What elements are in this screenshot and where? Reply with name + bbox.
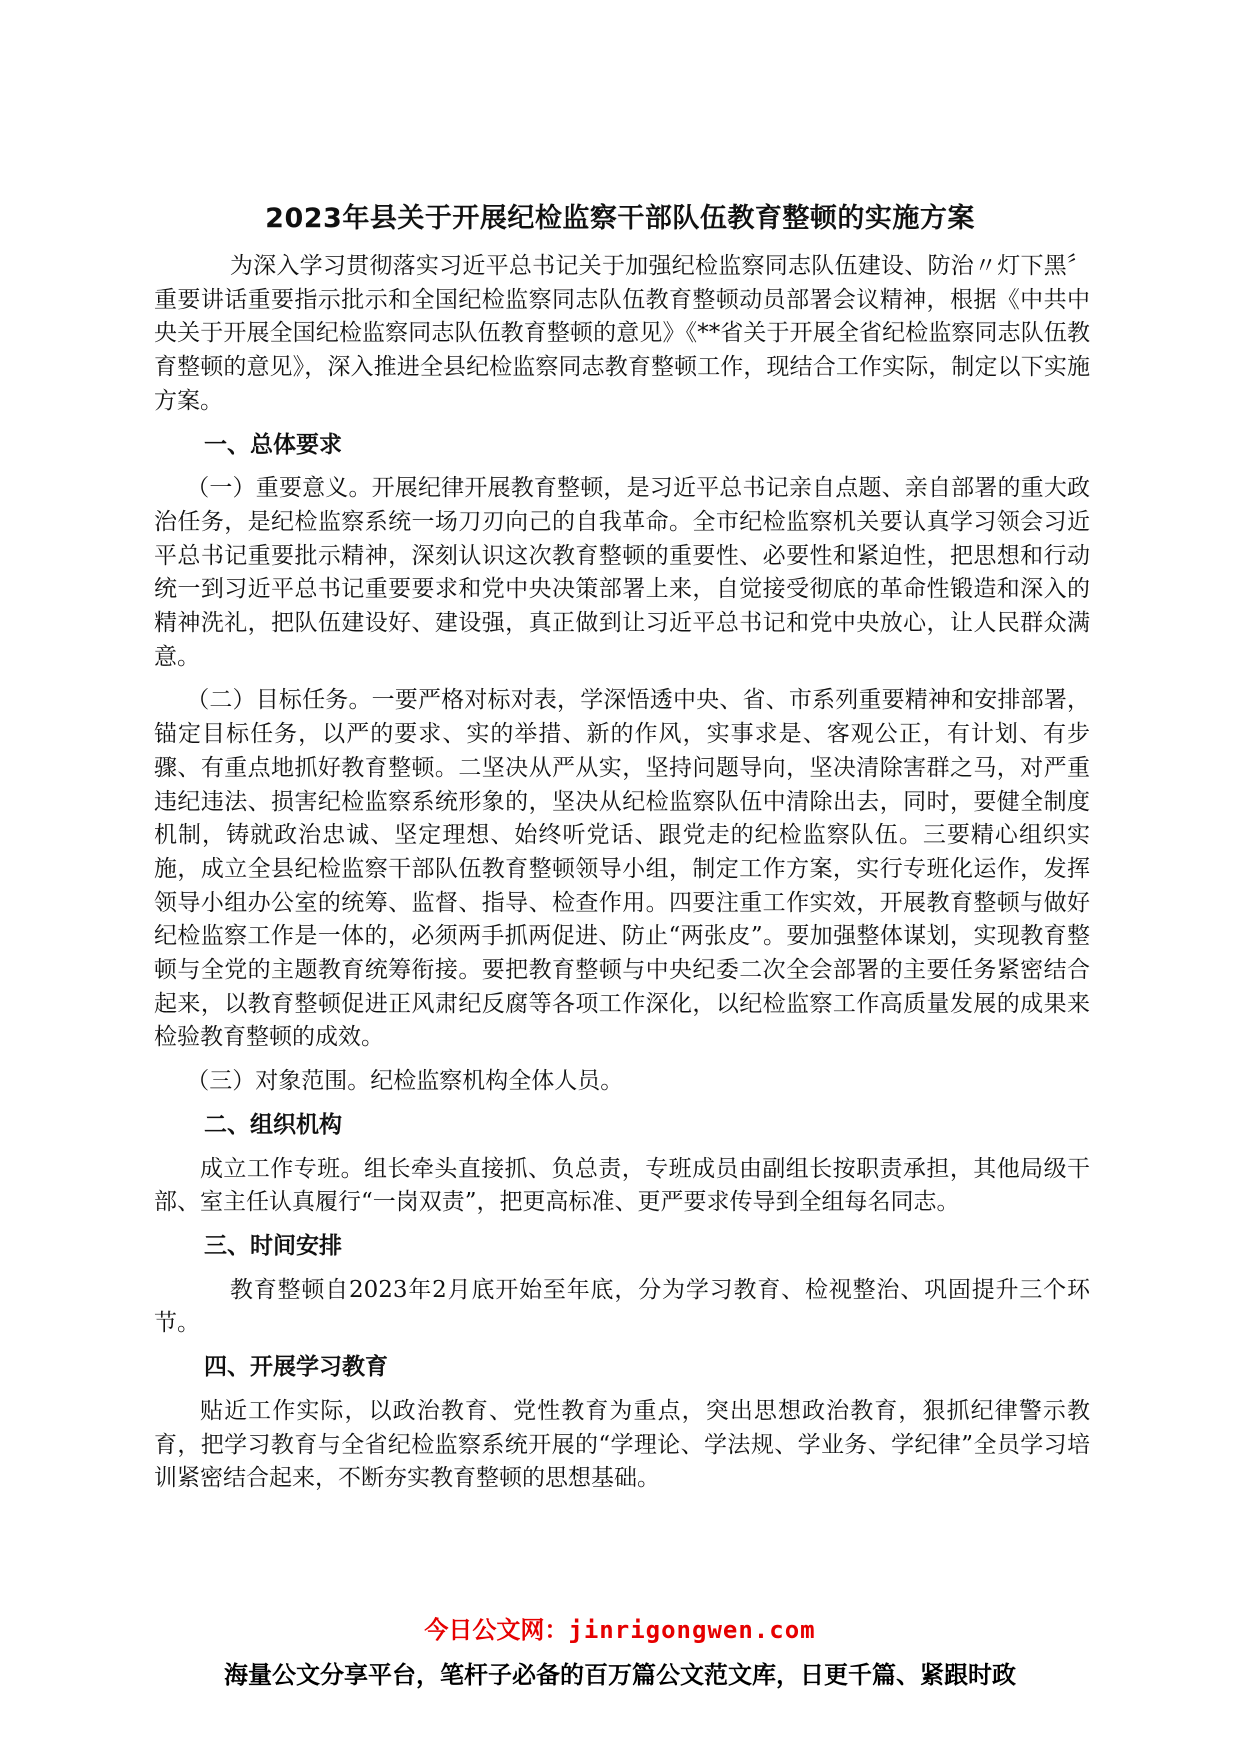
- section-heading-3: 三、时间安排: [204, 1232, 342, 1259]
- section1-paragraph-3: （三）对象范围。纪检监察机构全体人员。: [186, 1068, 624, 1095]
- section1-paragraph-2: （二）目标任务。一要严格对标对表，学深悟透中央、省、市系列重要精神和安排部署，锚定目标任务，以严的要求、实的举措、新的作风，实事求是、客观公正，有计划、有步骤、有重点地抓好教育整顿。二坚决从严从实，坚持问题导向，坚决清除害群之马，对严重违纪违法、损害纪检监察系统形象的，坚决从纪检监察队伍中清除出去，同时，要健全制度机制，铸就政治忠诚、坚定理想、始终听党话、跟党走的纪检监察队伍。三要精心组织实施，成立全县纪检监察干部队伍教育整顿领导小组，制定工作方案，实行专班化运作，发挥领导小组办公室的统筹、监督、指导、检查作用。四要注重工作实效，开展教育整顿与做好纪检监察工作是一体的，必须两手抓两促进、防止“两张皮”。要加强整体谋划，实现教育整顿与全党的主题教育统筹衔接。要把教育整顿与中央纪委二次全会部署的主要任务紧密结合起来，以教育整顿促进正风肃纪反腐等各项工作深化，以纪检监察工作高质量发展的成果来检验教育整顿的成效。: [154, 687, 1090, 1051]
- section-heading-2: 二、组织机构: [204, 1111, 342, 1138]
- footer-site-name: 今日公文网：: [424, 1616, 569, 1644]
- intro-paragraph: 为深入学习贯彻落实习近平总书记关于加强纪检监察同志队伍建设、防治〃灯下黑〞重要讲话重要指示批示和全国纪检监察同志队伍教育整顿动员部署会议精神，根据《中共中央关于开展全国纪检监察同志队伍教育整顿的意见》《**省关于开展全省纪检监察同志队伍教育整顿的意见》，深入推进全县纪检监察同志教育整顿工作，现结合工作实际，制定以下实施方案。: [154, 253, 1090, 414]
- footer-site-url[interactable]: jinrigongwen.com: [568, 1616, 816, 1644]
- section-heading-1: 一、总体要求: [204, 431, 342, 458]
- section3-paragraph-1: 教育整顿自2023年2月底开始至年底，分为学习教育、检视整治、巩固提升三个环节。: [154, 1276, 1090, 1337]
- section4-paragraph-1: 贴近工作实际，以政治教育、党性教育为重点，突出思想政治教育，狠抓纪律警示教育，把学习教育与全省纪检监察系统开展的“学理论、学法规、学业务、学纪律”全员学习培训紧密结合起来，不断夯实教育整顿的思想基础。: [154, 1397, 1090, 1492]
- section-heading-4: 四、开展学习教育: [204, 1354, 388, 1381]
- document-body: [154, 250, 1090, 1496]
- footer-slogan: 海量公文分享平台，笔杆子必备的百万篇公文范文库，日更千篇、紧跟时政: [224, 1661, 1016, 1689]
- section1-paragraph-1: （一）重要意义。开展纪律开展教育整顿，是习近平总书记亲自点题、亲自部署的重大政治任务，是纪检监察系统一场刀刃向己的自我革命。全市纪检监察机关要认真学习领会习近平总书记重要批示精神，深刻认识这次教育整顿的重要性、必要性和紧迫性，把思想和行动统一到习近平总书记重要要求和党中央决策部署上来，自觉接受彻底的革命性锻造和深入的精神洗礼，把队伍建设好、建设强，真正做到让习近平总书记和党中央放心，让人民群众满意。: [154, 475, 1090, 670]
- document-title: 2023年县关于开展纪检监察干部队伍教育整顿的实施方案: [265, 203, 975, 234]
- section2-paragraph-1: 成立工作专班。组长牵头直接抓、负总责，专班成员由副组长按职责承担，其他局级干部、室主任认真履行“一岗双责”，把更高标准、更严要求传导到全组每名同志。: [154, 1155, 1090, 1216]
- footer-site-line: [0, 1610, 1240, 1645]
